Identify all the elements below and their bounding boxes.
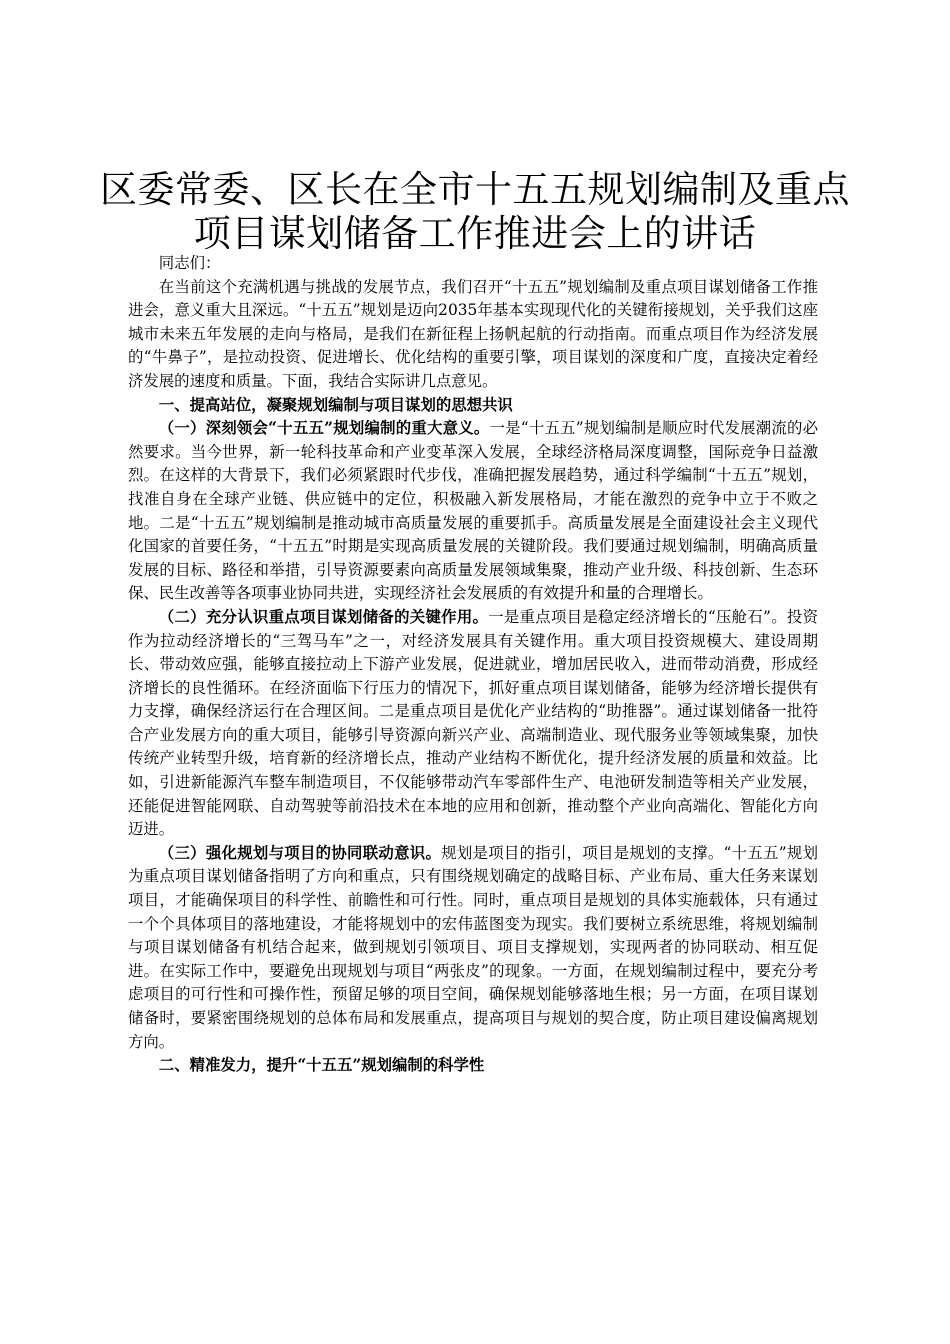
paragraph-1-text: 一是“十五五”规划编制是顺应时代发展潮流的必然要求。当今世界，新一轮科技革命和产业变革深入发展，全球经济格局深度调整，国际竞争日益激烈。在这样的大背景下，我们必须紧跟时代步伐，准确把握发展趋势，通过科学编制“十五五”规划，找准自身在全球产业链、供应链中的定位，积极融入新发展格局，才能在激烈的竞争中立于不败之地。二是“十五五”规划编制是推动城市高质量发展的重要抓手。高质量发展是全面建设社会主义现代化国家的首要任务，“十五五”时期是实现高质量发展的关键阶段。我们要通过规划编制，明确高质量发展的目标、路径和举措，引导资源要素向高质量发展领域集聚，推动产业升级、科技创新、生态环保、民生改善等各项事业协同共进，实现经济社会发展质的有效提升和量的合理增长。 — [128, 419, 818, 603]
document-title — [90, 168, 860, 256]
title-line-2: 项目谋划储备工作推进会上的讲话 — [193, 212, 757, 255]
section-1-heading: 一、提高站位，凝聚规划编制与项目谋划的思想共识 — [158, 395, 513, 414]
title-line-1: 区委常委、区长在全市十五五规划编制及重点 — [100, 168, 850, 211]
intro-paragraph: 在当前这个充满机遇与挑战的发展节点，我们召开“十五五”规划编制及重点项目谋划储备工作推进会，意义重大且深远。“十五五”规划是迈向2035年基本实现现代化的关键衔接规划，关乎我们这座城市未来五年发展的走向与格局，是我们在新征程上扬帆起航的行动指南。而重点项目作为经济发展的“牛鼻子”，是拉动投资、促进增长、优化结构的重要引擎，项目谋划的深度和广度，直接决定着经济发展的速度和质量。下面，我结合实际讲几点意见。 — [128, 277, 818, 390]
paragraph-2-heading: （二）充分认识重点项目谋划储备的关键作用。 — [158, 607, 489, 626]
paragraph-1 — [128, 417, 818, 606]
paragraph-3-text: 规划是项目的指引，项目是规划的支撑。“十五五”规划为重点项目谋划储备指明了方向和重点，只有围绕规划确定的战略目标、产业布局、重大任务来谋划项目，才能确保项目的科学性、前瞻性和可行性。同时，重点项目是规划的具体实施载体，只有通过一个个具体项目的落地建设，才能将规划中的宏伟蓝图变为现实。我们要树立系统思维，将规划编制与项目谋划储备有机结合起来，做到规划引领项目、项目支撑规划，实现两者的协同联动、相互促进。在实际工作中，要避免出现规划与项目“两张皮”的现象。一方面，在规划编制过程中，要充分考虑项目的可行性和可操作性，预留足够的项目空间，确保规划能够落地生根；另一方面，在项目谋划储备时，要紧密围绕规划的总体布局和发展重点，提高项目与规划的契合度，防止项目建设偏离规划方向。 — [128, 843, 818, 1051]
paragraph-3-heading: （三）强化规划与项目的协同联动意识。 — [158, 843, 442, 862]
section-2-heading: 二、精准发力，提升“十五五”规划编制的科学性 — [158, 1056, 485, 1075]
paragraph-2-text: 一是重点项目是稳定经济增长的“压舱石”。投资作为拉动经济增长的“三驾马车”之一，对经济发展具有关键作用。重大项目投资规模大、建设周期长、带动效应强，能够直接拉动上下游产业发展，促进就业，增加居民收入，进而带动消费，形成经济增长的良性循环。在经济面临下行压力的情况下，抓好重点项目谋划储备，能够为经济增长提供有力支撑，确保经济运行在合理区间。二是重点项目是优化产业结构的“助推器”。通过谋划储备一批符合产业发展方向的重大项目，能够引导资源向新兴产业、高端制造业、现代服务业等领域集聚，加快传统产业转型升级，培育新的经济增长点，推动产业结构不断优化，提升经济发展的质量和效益。比如，引进新能源汽车整车制造项目，不仅能够带动汽车零部件生产、电池研发制造等相关产业发展，还能促进智能网联、自动驾驶等前沿技术在本地的应用和创新，推动整个产业向高端化、智能化方向迈进。 — [128, 607, 818, 839]
paragraph-2 — [128, 606, 818, 842]
paragraph-1-heading: （一）深刻领会“十五五”规划编制的重大意义。 — [158, 419, 490, 438]
document-body — [128, 252, 818, 1078]
greeting: 同志们： — [158, 254, 221, 272]
paragraph-3 — [128, 842, 818, 1054]
